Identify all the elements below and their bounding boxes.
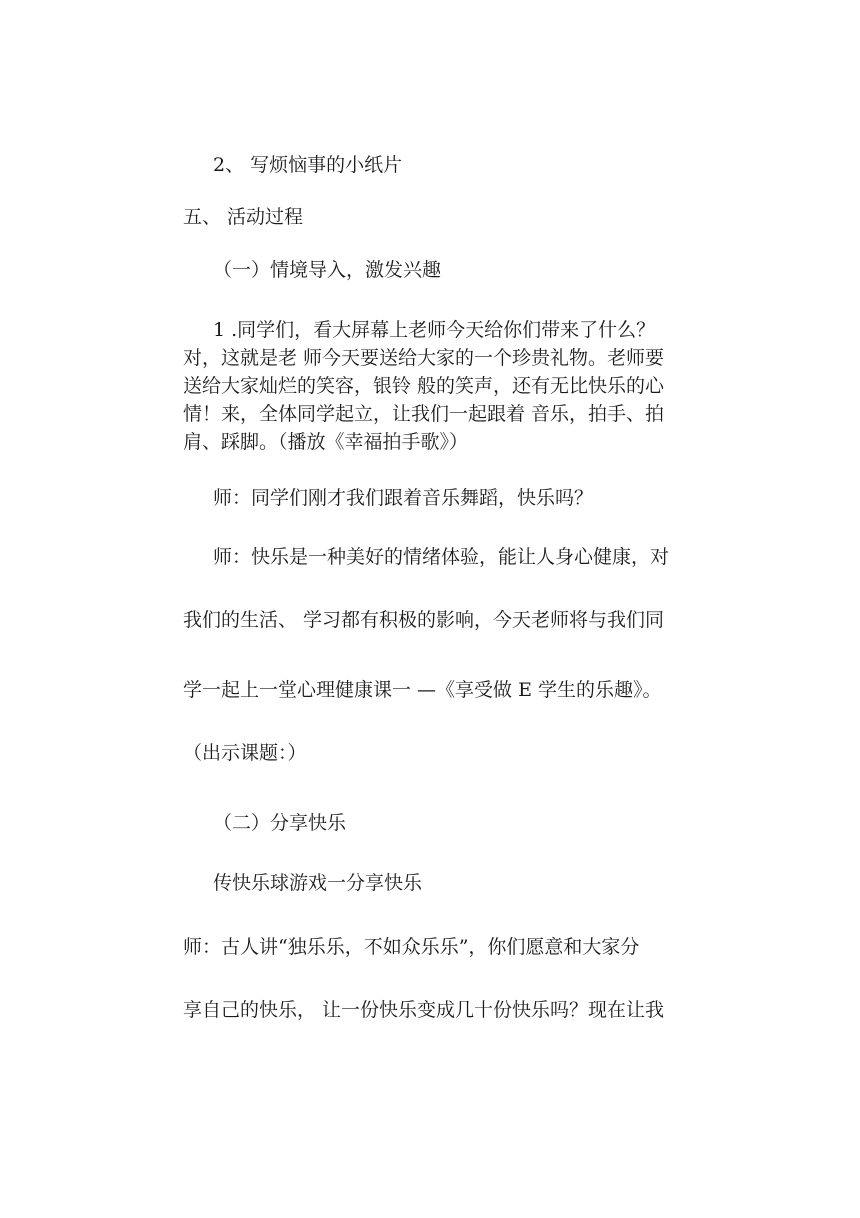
subsection-heading-1: （一）情境导入，激发兴趣 [213, 259, 442, 281]
text-line: 情！来，全体同学起立，让我们一起跟着 音乐，拍手、拍 [183, 403, 665, 425]
text-line: 学一起上一堂心理健康课一 —《享受做 E 学生的乐趣》。 [183, 679, 662, 701]
text-line: （出示课题：） [183, 742, 307, 764]
list-item-materials-2: 2、 写烦恼事的小纸片 [213, 154, 403, 176]
text-line: 对，这就是老 师今天要送给大家的一个珍贵礼物。老师要 [183, 347, 665, 369]
text-line: 师：快乐是一种美好的情绪体验，能让人身心健康，对 [213, 546, 670, 568]
text-line: 我们的生活、 学习都有积极的影响，今天老师将与我们同 [183, 609, 665, 631]
paragraph-intro [183, 316, 683, 456]
text-line: 1 .同学们，看大屏幕上老师今天给你们带来了什么？ [213, 319, 656, 341]
section-heading-activity-process: 五、 活动过程 [183, 206, 304, 228]
text-line: 享自己的快乐， 让一份快乐变成几十份快乐吗？现在让我 [183, 999, 665, 1021]
text-line: 肩、踩脚。（播放《幸福拍手歌》） [183, 431, 469, 453]
text-line: 师：古人讲“独乐乐，不如众乐乐”，你们愿意和大家分 [183, 936, 640, 958]
subsection-heading-2: （二）分享快乐 [213, 812, 347, 834]
game-title: 传快乐球游戏一分享快乐 [213, 872, 423, 894]
teacher-question: 师：同学们刚才我们跟着音乐舞蹈，快乐吗？ [213, 487, 594, 509]
text-line: 送给大家灿烂的笑容，银铃 般的笑声，还有无比快乐的心 [183, 375, 665, 397]
